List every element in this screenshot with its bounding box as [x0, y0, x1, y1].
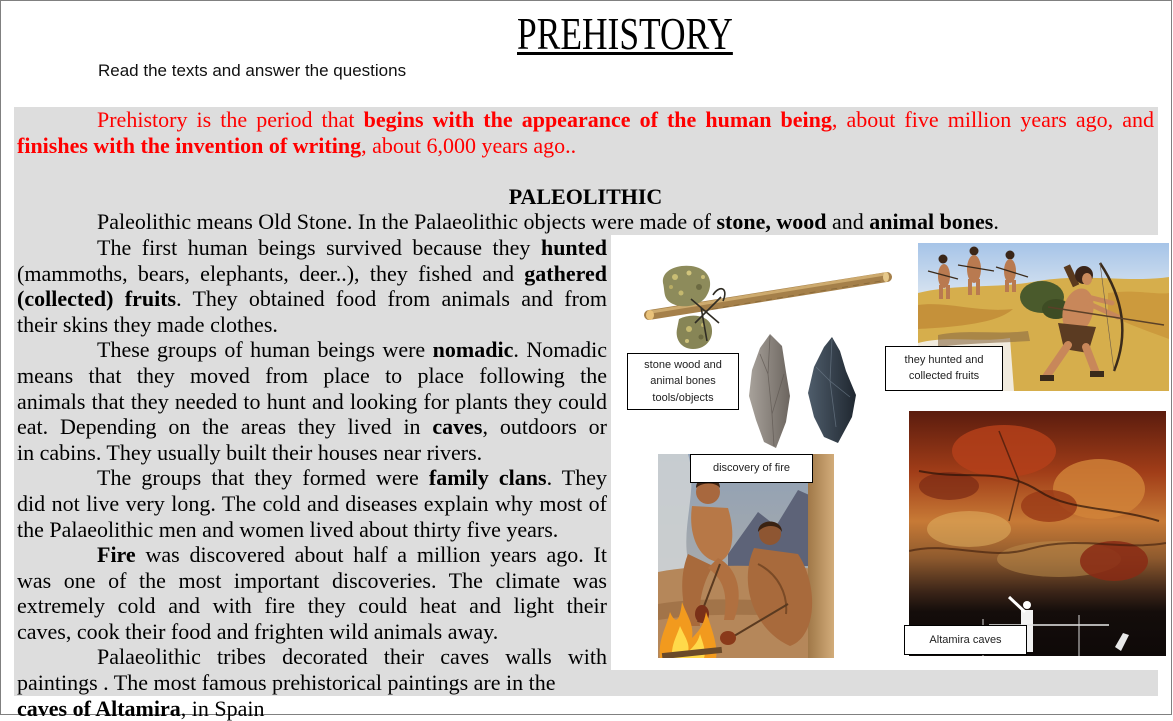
text-run: , about 6,000 years ago.. — [361, 132, 577, 158]
emphasis-run: caves — [432, 414, 483, 440]
fire-caption — [690, 454, 813, 483]
text-run: Prehistory is the period that — [97, 107, 364, 132]
paragraph-line — [17, 209, 1154, 235]
emphasis-run: caves of Altamira — [17, 695, 181, 721]
page-title: PREHISTORY — [517, 7, 733, 59]
caption-line: discovery of fire — [712, 462, 791, 475]
reading-text — [14, 107, 1158, 721]
paragraph-line — [17, 670, 1154, 721]
text-run: . They — [546, 465, 607, 491]
text-run: Palaeolithic tribes decorated their caves walls with — [97, 644, 607, 670]
text-run: The first human beings survived because they — [97, 234, 541, 260]
hunters-caption — [885, 346, 1003, 391]
text-run: means that they moved from place to place following the — [17, 362, 607, 388]
caption-line: tools/objects — [652, 391, 714, 404]
text-run: . Nomadic — [513, 337, 607, 363]
text-run: , about five million years ago, and — [831, 107, 1155, 132]
text-run: eat. Depending on the areas they lived in — [17, 414, 433, 440]
text-run: (mammoths, bears, elephants, deer..), they fished and — [17, 260, 525, 286]
text-run: and — [826, 209, 870, 235]
text-run: paintings . The most famous prehistorical paintings are in the — [17, 670, 556, 696]
intro-line — [17, 107, 1154, 133]
text-run: their skins they made clothes. — [17, 311, 278, 337]
emphasis-run: (collected) fruits — [17, 286, 177, 312]
caption-line: Altamira caves — [929, 633, 1002, 646]
section-heading: PALEOLITHIC — [508, 183, 663, 209]
caption-line: animal bones — [650, 375, 716, 388]
text-run: in cabins. They usually built their houses near rivers. — [17, 439, 483, 465]
text-run: extremely cold and with fire they could heat and light their — [17, 593, 607, 619]
text-run: animals that they needed to hunt and looking for plants they could — [17, 388, 607, 414]
blank-line — [17, 158, 1154, 184]
intro-line — [17, 133, 1154, 159]
caption-line: collected fruits — [908, 370, 980, 383]
text-run: These groups of human beings were — [97, 337, 433, 363]
emphasis-run: animal bones — [869, 209, 994, 235]
emphasis-run: hunted — [540, 234, 607, 260]
text-run: caves, cook their food and frighten wild animals away. — [17, 618, 499, 644]
emphasis-run: finishes with the invention of writing — [17, 132, 362, 158]
instructions: Read the texts and answer the questions — [98, 61, 407, 80]
text-run: was one of the most important discoveries. The climate was — [17, 567, 607, 593]
emphasis-run: Fire — [97, 542, 136, 568]
text-run: did not live very long. The cold and diseases explain why most of — [17, 490, 607, 516]
caption-line: stone wood and — [644, 358, 722, 371]
emphasis-run: gathered — [524, 260, 607, 286]
text-run: was discovered about half a million years ago. It — [135, 542, 607, 568]
altamira-caption — [904, 625, 1027, 655]
caption-line: they hunted and — [904, 353, 984, 366]
text-run: Paleolithic means Old Stone. In the Palaeolithic objects were made of — [97, 209, 717, 235]
flint-blade-image — [746, 334, 792, 449]
text-run: , in Spain — [180, 695, 265, 721]
text-run: the Palaeolithic men and women lived about thirty five years. — [17, 516, 559, 542]
fire-discovery-image — [658, 454, 834, 658]
flint-blade-image — [806, 337, 858, 444]
text-run: . They obtained food from animals and from — [176, 286, 608, 312]
emphasis-run: family clans — [428, 465, 547, 491]
text-run: . — [993, 209, 999, 235]
stone-tools-caption — [627, 353, 739, 410]
figure-panel — [611, 235, 1171, 670]
text-run: The groups that they formed were — [97, 465, 429, 491]
text-run: , outdoors or — [482, 414, 607, 440]
emphasis-run: nomadic — [432, 337, 514, 363]
emphasis-run: begins with the appearance of the human being — [363, 107, 832, 132]
altamira-cave-image — [909, 411, 1166, 656]
emphasis-run: stone, wood — [716, 209, 827, 235]
